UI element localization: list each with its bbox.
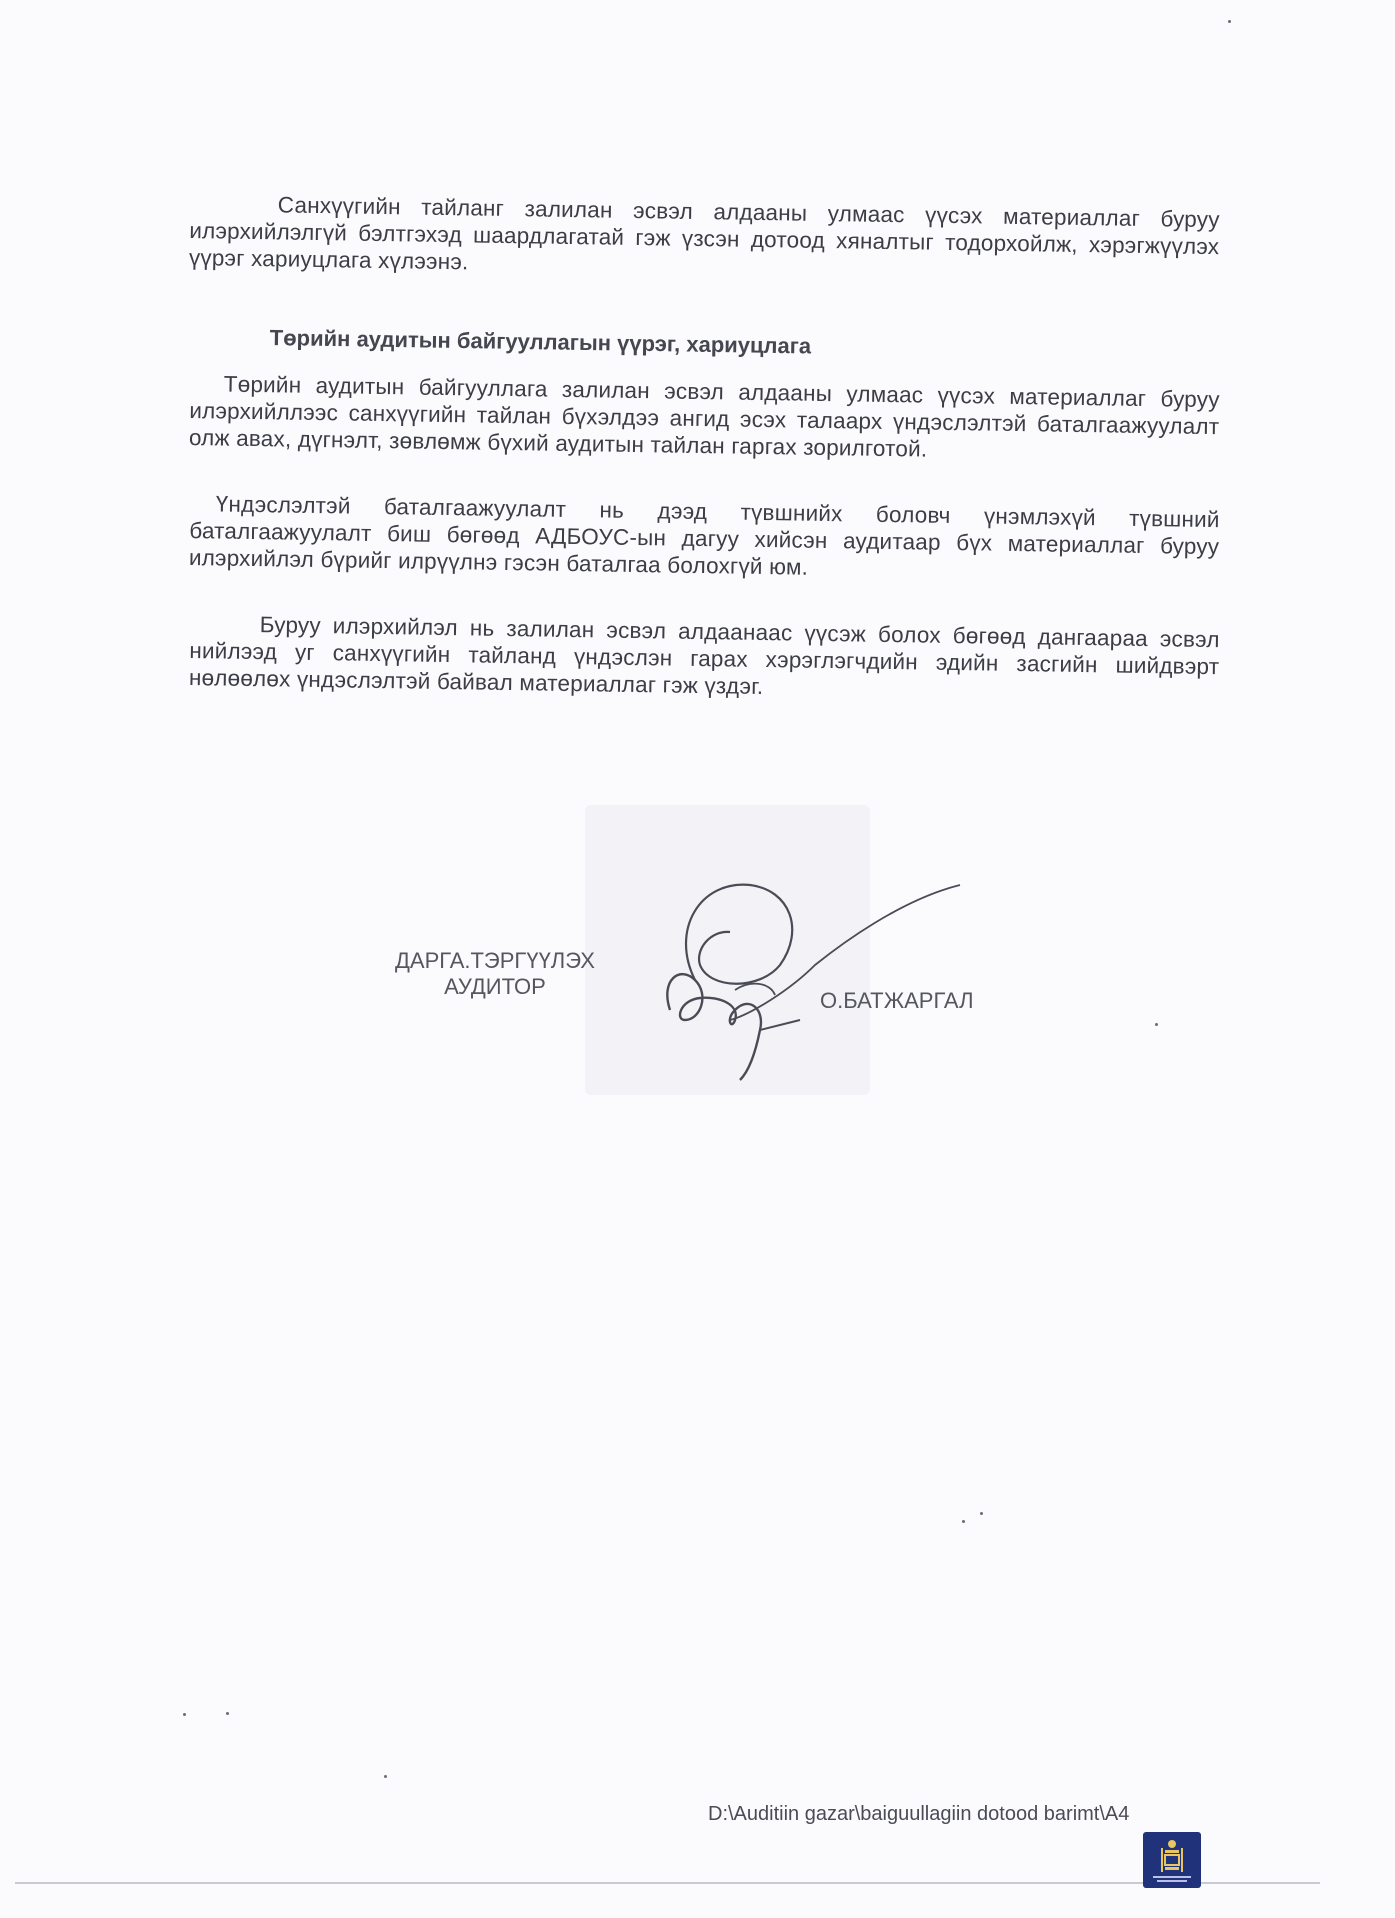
- signer-title: [375, 948, 615, 1000]
- handwritten-signature: [640, 870, 970, 1090]
- footer-file-path: D:\Auditiin gazar\baiguullagiin dotood barimt\A4: [708, 1803, 1130, 1825]
- scan-speck: [1155, 1023, 1158, 1026]
- scan-speck: [384, 1775, 387, 1778]
- signer-title-line1: ДАРГА.ТЭРГҮҮЛЭХ: [395, 948, 595, 973]
- paragraph-3: Үндэслэлтэй баталгаажуулалт нь дээд түвшнийх боловч үнэмлэхүй түвшний баталгаажуулалт биш бөгөөд АДБОУС-ын дагуу хийсэн аудитаар бүх материаллаг буруу илэрхийлэл бүрийг илрүүлнэ гэсэн баталгаа болохгүй юм.: [188, 491, 1220, 580]
- scan-speck: [1228, 20, 1231, 23]
- paragraph-2: Төрийн аудитын байгууллага залилан эсвэл алдааны улмаас үүсэх материаллаг буруу илэрхийллээс санхүүгийн тайлан бүхэлдээ ангид эсэх талаарх үндэслэлтэй баталгаажуулалт олж авах, дүгнэлт, зөвлөмж бүхий аудитын тайлан гаргах зорилготой.: [188, 371, 1220, 462]
- soyombo-emblem-icon: [1143, 1832, 1201, 1888]
- signer-name: О.БАТЖАРГАЛ: [820, 988, 974, 1013]
- scan-speck: [226, 1712, 229, 1715]
- section-heading: Төрийн аудитын байгууллагын үүрэг, хариуцлага: [269, 325, 812, 359]
- scan-speck: [980, 1512, 983, 1515]
- paragraph-4: Буруу илэрхийлэл нь залилан эсвэл алдаанаас үүсэж болох бөгөөд дангаараа эсвэл нийлээд уг санхүүгийн тайланд үндэслэн гарах хэрэглэгчдийн эдийн засгийн шийдвэрт нөлөөлөх үндэслэлтэй байвал материаллаг гэж үздэг.: [188, 612, 1220, 700]
- scan-speck: [183, 1713, 186, 1716]
- paragraph-1: Санхүүгийн тайланг залилан эсвэл алдааны улмаас үүсэх материаллаг буруу илэрхийлэлгүй бэлтгэхэд шаардлагатай гэж үзсэн дотоод хяналтыг тодорхойлж, хэрэгжүүлэх үүрэг хариуцлага хүлээнэ.: [188, 192, 1220, 275]
- scan-speck: [962, 1520, 965, 1523]
- signer-title-line2: АУДИТОР: [444, 974, 546, 999]
- page-bottom-rule: [15, 1882, 1320, 1884]
